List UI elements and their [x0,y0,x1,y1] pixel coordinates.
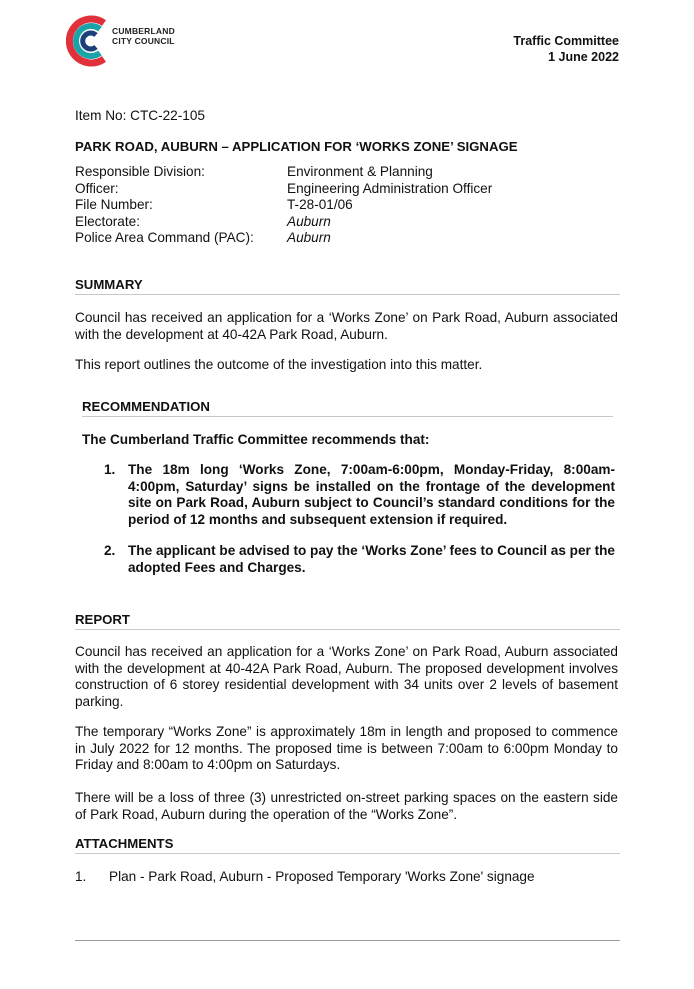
footer-divider [75,940,620,941]
meta-key: Electorate: [75,213,140,229]
report-paragraph: The temporary “Works Zone” is approximately 18m in length and proposed to commence in July 2022 for 12 months. The proposed time is between 7:00am to 6:00pm Monday to Friday and 8:00am to 4:00pm on Saturdays. [75,724,618,772]
meta-value: T-28-01/06 [287,197,353,212]
attachment-item[interactable] [75,869,535,884]
report-paragraph: Council has received an application for a ‘Works Zone’ on Park Road, Auburn associated with the development at 40-42A Park Road, Auburn. The proposed development involves construction of 6 storey residential development with 34 units over 2 levels of basement parking. [75,644,618,709]
item-number: Item No: CTC-22-105 [75,108,205,123]
recommendation-list [104,462,615,576]
list-text: The 18m long ‘Works Zone, 7:00am-6:00pm, Monday-Friday, 8:00am-4:00pm, Saturday’ signs be installed on the frontage of the development site on Park Road, Auburn subject to Council’s standard conditions for the period of 12 months and subsequent extension if required. [128,462,615,527]
logo-line1: CUMBERLAND [112,26,175,36]
list-text: The applicant be advised to pay the ‘Works Zone’ fees to Council as per the adopted Fees and Charges. [128,543,615,575]
page-title: PARK ROAD, AUBURN – APPLICATION FOR ‘WORKS ZONE’ SIGNAGE [75,139,518,154]
recommendation-heading: RECOMMENDATION [82,399,613,417]
summary-paragraph: Council has received an application for a ‘Works Zone’ on Park Road, Auburn associated with the development at 40-42A Park Road, Auburn. [75,310,618,342]
logo-wordmark [112,26,175,46]
attachments-heading: ATTACHMENTS [75,836,620,854]
list-number: 1. [104,462,116,477]
meta-value: Auburn [287,230,331,245]
recommendation-intro: The Cumberland Traffic Committee recommends that: [82,432,430,447]
meta-value: Auburn [287,213,331,229]
meta-key: Officer: [75,180,119,196]
report-paragraph: There will be a loss of three (3) unrestricted on-street parking spaces on the eastern side of Park Road, Auburn during the operation of the “Works Zone”. [75,790,618,822]
attachment-number: 1. [75,869,87,884]
meta-key: Responsible Division: [75,164,205,179]
list-item [104,462,615,528]
meta-value: Environment & Planning [287,164,433,179]
summary-paragraph: This report outlines the outcome of the investigation into this matter. [75,357,483,372]
meta-row [75,181,492,198]
meta-row [75,197,492,214]
meta-value: Engineering Administration Officer [287,180,493,196]
header-committee-block [513,33,619,65]
meeting-date: 1 June 2022 [548,50,619,64]
council-logo [66,13,196,69]
meta-table [75,164,492,247]
meta-key: Police Area Command (PAC): [75,230,254,245]
logo-line2: CITY COUNCIL [112,36,175,46]
meta-key: File Number: [75,197,153,212]
list-item [104,543,615,576]
report-heading: REPORT [75,612,620,630]
meta-row [75,230,492,247]
attachment-link[interactable]: Plan - Park Road, Auburn - Proposed Temporary 'Works Zone' signage [109,869,535,884]
meta-row [75,214,492,231]
meta-row [75,164,492,181]
summary-heading: SUMMARY [75,277,620,295]
list-number: 2. [104,543,116,558]
council-logo-icon [66,13,112,69]
committee-name: Traffic Committee [513,34,619,48]
